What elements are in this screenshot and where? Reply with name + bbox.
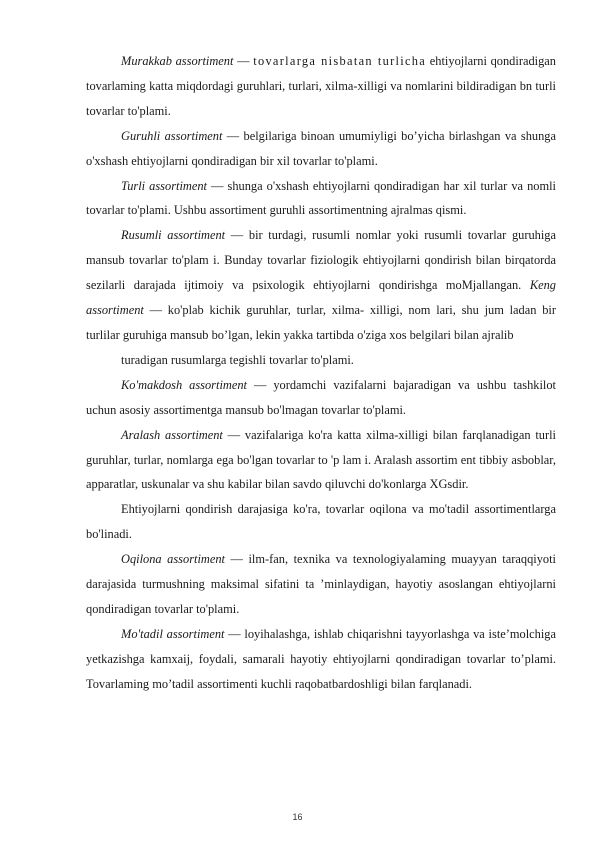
page-number: 16 xyxy=(292,812,303,822)
body-text: — yordamchi vazifalarni bajaradigan va ushbu tashkilot uchun asosiy assortimentga mansub bo'lmagan tovarlar to'plami. xyxy=(86,377,557,417)
term-murakkab: Murakkab assortiment xyxy=(121,54,234,68)
paragraph-murakkab xyxy=(86,49,556,124)
paragraph-komakdosh xyxy=(86,373,556,423)
term-oqilona: Oqilona assortiment xyxy=(121,552,225,567)
body-text: ehtiyojlarni qondiradigan tovarlaming katta miqdordagi guruhlari, turlari, xilma-xilligi va nomlarini bildiradigan bn turli tovarlar to'plami. xyxy=(86,54,556,118)
dash: — xyxy=(233,54,254,68)
body-text: — vazifalariga ko'ra katta xilma-xilligi bilan farqlanadigan turli guruhlar, turlar, nomlarga ega bo'lgan tovarlar to 'p lam i. Aralash assortim ent tibbiy asboblar, apparatlar, uskunalar va shu kabilar bilan savdo qiluvchi do'konlarga XGsdir. xyxy=(86,427,556,492)
term-motadil: Mo'tadil assortiment xyxy=(121,626,225,641)
term-rusumli: Rusumli assortiment xyxy=(121,228,226,243)
term-aralash: Aralash assortiment xyxy=(121,427,223,442)
paragraph-aralash xyxy=(86,423,556,498)
paragraph-oqilona xyxy=(86,547,556,622)
paragraph-ehtiyojlarni xyxy=(86,497,556,547)
paragraph-turadigan xyxy=(86,348,556,373)
term-komakdosh: Ko'makdosh assortiment xyxy=(121,377,247,392)
body-text: — shunga o'xshash ehtiyojlarni qondiradigan har xil turlar va nomli tovarlar to'plami. Ushbu assortiment guruhli assortimentning ajralmas qismi. xyxy=(86,178,556,218)
spaced-text: tovarlarga nisbatan turlicha xyxy=(253,54,427,68)
paragraph-guruhli xyxy=(86,124,556,174)
paragraph-rusumli xyxy=(86,223,556,348)
body-text: — belgilariga binoan umumiyligi bo’yicha birlashgan va shunga o'xshash ehtiyojlarni qondiradigan bir xil tovarlar to'plami. xyxy=(86,128,556,168)
term-keng: Keng assortiment xyxy=(86,278,556,318)
body-text: — loyihalashga, ishlab chiqarishni tayyorlashga va iste’molchiga yetkazishga kamxaij, foydali, samarali hayotiy ehtiyojlarni qondiradigan tovarlar to’plami. Tovarlaming mo’tadil assortimenti kuchli raqobatbardoshligi bilan farqlanadi. xyxy=(86,626,556,691)
term-turli: Turli assortiment xyxy=(121,178,207,193)
body-text: Ehtiyojlarni qondirish darajasiga ko'ra, tovarlar oqilona va mo'tadil assortimentlarga bo'linadi. xyxy=(86,502,556,542)
body-text: — ko'plab kichik guruhlar, turlar, xilma- xilligi, nom lari, shu jum ladan bir turlilar guruhiga mansub bo’lgan, lekin yakka tartibda o'ziga xos belgilari bilan ajralib xyxy=(86,303,556,342)
document-page xyxy=(86,49,556,697)
body-text: — bir turdagi, rusumli nomlar yoki rusumli tovarlar guruhiga mansub tovarlar to'plam i. Bunday tovarlar fiziologik ehtiyojlarni qondirish bilan birqatorda sezilarli darajada ijtimoiy va psixologik ehtiyojlarni qondirishga moMjallangan. xyxy=(86,228,556,293)
paragraph-motadil xyxy=(86,622,556,697)
paragraph-turli xyxy=(86,174,556,224)
body-text: turadigan rusumlarga tegishli tovarlar to'plami. xyxy=(121,352,354,367)
body-text: — ilm-fan, texnika va texnologiyalaming muayyan taraqqiyoti darajasida turmushning maksimal sifatini ta ’minlaydigan, hayotiy asoslangan ehtiyojlarni qondiradigan tovarlar to'plami. xyxy=(86,552,556,616)
term-guruhli: Guruhli assortiment xyxy=(121,128,223,143)
